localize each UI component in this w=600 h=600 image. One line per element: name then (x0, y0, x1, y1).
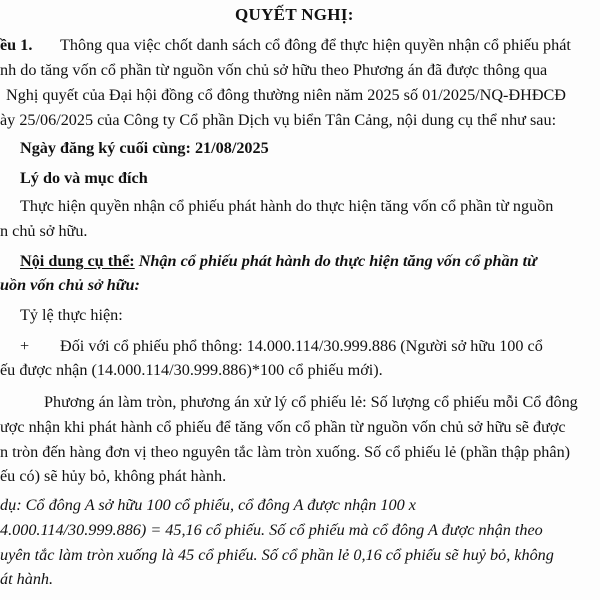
example-text-line-2: 4.000.114/30.999.886) = 45,16 cổ phiếu. Số cổ phiếu mà cổ đông A được nhận theo (0, 521, 543, 539)
example-text-line-4: át hành. (0, 570, 54, 588)
content-italic-text-1: Nhận cổ phiếu phát hành do thực hiện tăng vốn cổ phần từ (138, 252, 537, 270)
rounding-text-line-4: ếu có) sẽ hủy bỏ, không phát hành. (0, 467, 227, 485)
rounding-text-line-2: ược nhận khi phát hành cổ phiếu để tăng vốn cổ phần từ nguồn vốn chủ sở hữu sẽ được (0, 418, 566, 436)
rounding-text-line-3: n tròn đến hàng đơn vị theo nguyên tắc làm tròn xuống. Số cổ phiếu lẻ (phần thập phân) (0, 443, 571, 461)
article-text-line-2: nh do tăng vốn cổ phần từ nguồn vốn chủ sở hữu theo Phương án đã được thông qua (0, 61, 548, 79)
ratio-text-line-1: Đối với cổ phiếu phổ thông: 14.000.114/30.999.886 (Người sở hữu 100 cổ (60, 337, 543, 355)
article-text-line-4: ày 25/06/2025 của Công ty Cổ phần Dịch vụ biển Tân Cảng, nội dung cụ thể như sau: (0, 111, 557, 129)
reason-text-line-1: Thực hiện quyền nhận cổ phiếu phát hành do thực hiện tăng vốn cổ phần từ nguồn (20, 197, 554, 215)
example-text-line-1: dụ: Cổ đông A sở hữu 100 cổ phiếu, cổ đông A được nhận 100 x (0, 496, 416, 514)
reason-heading: Lý do và mục đích (20, 169, 148, 187)
document-title: QUYẾT NGHỊ: (235, 5, 354, 24)
article-text-line-1: Thông qua việc chốt danh sách cổ đông để thực hiện quyền nhận cổ phiếu phát (60, 36, 571, 54)
bullet-symbol: + (20, 337, 30, 355)
content-heading: Nội dung cụ thể: (20, 252, 135, 270)
ratio-label: Tỷ lệ thực hiện: (20, 306, 123, 324)
article-text-line-3: Nghị quyết của Đại hội đồng cổ đông thường niên năm 2025 số 01/2025/NQ-ĐHĐCĐ (6, 86, 567, 104)
record-date: Ngày đăng ký cuối cùng: 21/08/2025 (20, 139, 269, 157)
content-italic-text-2: uồn vốn chủ sở hữu: (0, 276, 140, 294)
reason-text-line-2: n chủ sở hữu. (0, 222, 88, 240)
article-label: ều 1. (0, 36, 33, 54)
content-line-1 (20, 253, 537, 269)
rounding-text-line-1: Phương án làm tròn, phương án xử lý cổ phiếu lẻ: Số lượng cổ phiếu mỗi Cổ đông (44, 393, 578, 411)
ratio-text-line-2: ếu được nhận (14.000.114/30.999.886)*100 cổ phiếu mới). (0, 361, 383, 379)
example-text-line-3: uyên tắc làm tròn xuống là 45 cổ phiếu. Số cổ phần lẻ 0,16 cổ phiếu sẽ huỷ bỏ, không (0, 546, 554, 564)
